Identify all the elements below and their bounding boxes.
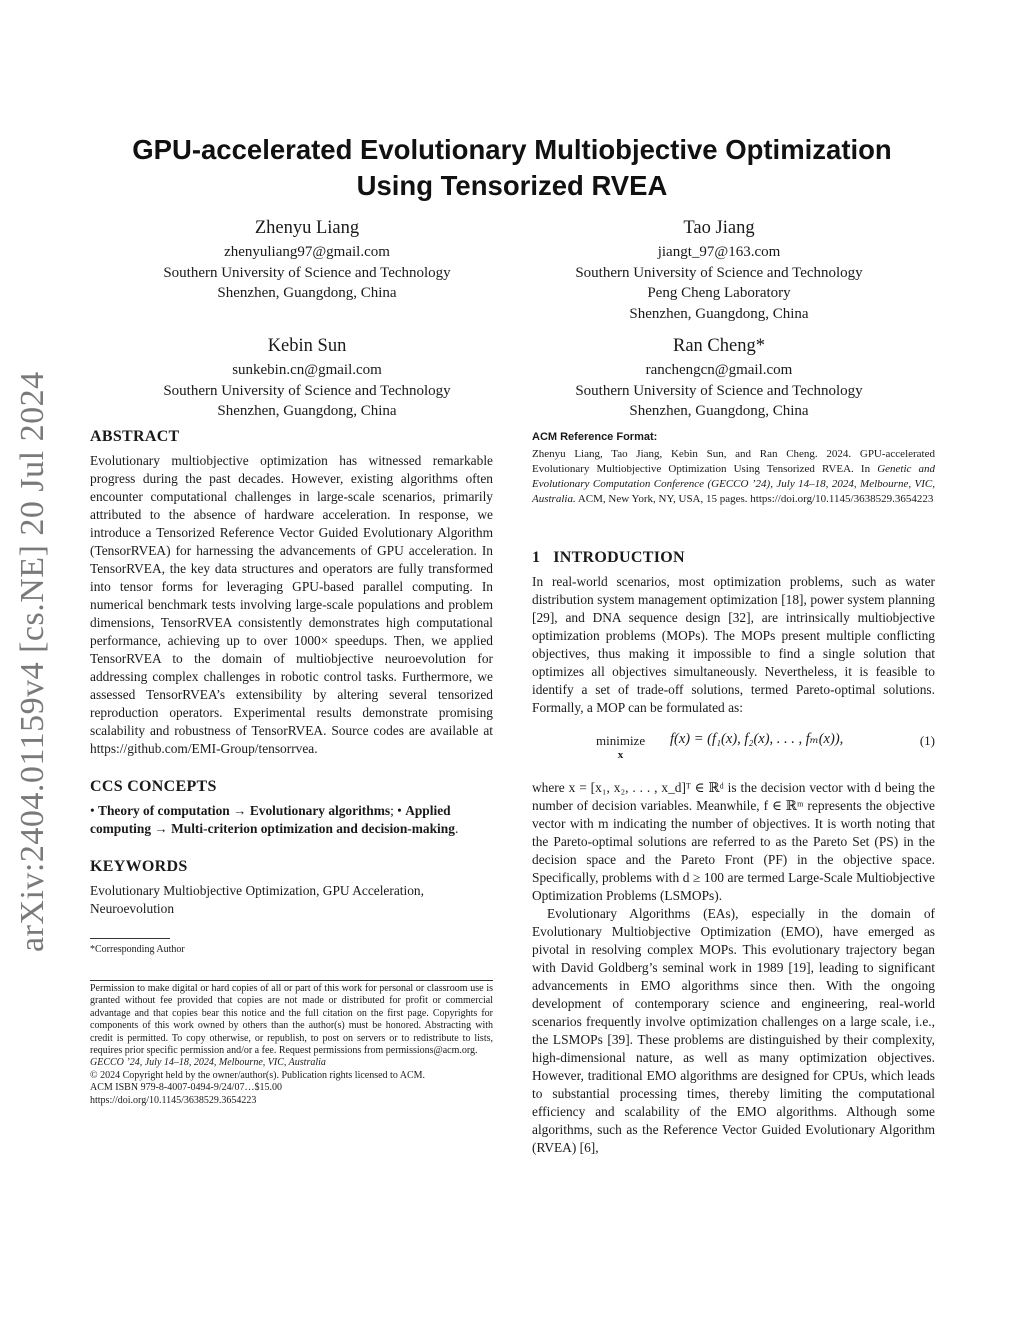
- equation-operator: minimize x: [596, 733, 646, 761]
- keywords-heading: KEYWORDS: [90, 858, 188, 875]
- intro-paragraph-2: where x = [x₁, x₂, . . . , x_d]ᵀ ∈ ℝᵈ is the decision vector with d being the number of decision variables. Meanwhile, f ∈ ℝᵐ represents the objective vector with m indicating the number of objectives. It is worth noting that the Pareto-optimal solutions are referred to as the Pareto Set (PS) in the decision space and the Pareto Front (PF) in the objective space. Specifically, problems with d ≥ 100 are termed Large-Scale Multiobjective Optimization Problems (LSMOPs).: [532, 780, 935, 903]
- keywords-text: Evolutionary Multiobjective Optimization, GPU Acceleration, Neuroevolution: [90, 883, 424, 916]
- author-location: Shenzhen, Guangdong, China: [217, 403, 397, 419]
- author-affiliation: Southern University of Science and Technology: [163, 382, 451, 399]
- isbn: ACM ISBN 979-8-4007-0494-9/24/07…$15.00: [90, 1082, 282, 1094]
- author-block-1: [87, 216, 527, 304]
- arxiv-identifier: arXiv:2404.01159v4 [cs.NE] 20 Jul 2024: [14, 371, 51, 952]
- ccs-heading: CCS CONCEPTS: [90, 778, 217, 795]
- abstract-text: Evolutionary multiobjective optimization has witnessed remarkable progress during the past decades. However, existing algorithms often encounter computational challenges in large-scale scenarios, primarily attributed to the absence of hardware acceleration. In response, we introduce a Tensorized Reference Vector Guided Evolutionary Algorithm (TensorRVEA) for harnessing the advancements of GPU acceleration. In TensorRVEA, the key data structures and operators are fully transformed into tensor forms for leveraging GPU-based parallel computing. In numerical benchmark tests involving large-scale populations and problem dimensions, TensorRVEA consistently demonstrates high computational performance, achieving up to over 1000× speedups. Then, we applied TensorRVEA to the domain of multiobjective neuroevolution for addressing complex challenges in robotic control tasks. Furthermore, we assessed TensorRVEA’s extensibility by altering several tensorized reproduction operators. Experimental results demonstrate promising scalability and robustness of TensorRVEA. Source codes are available at https://github.com/EMI-Group/tensorrvea.: [90, 453, 493, 756]
- ccs-term: Theory of computation: [98, 803, 230, 818]
- introduction-heading: 1 INTRODUCTION: [532, 549, 685, 566]
- author-email: jiangt_97@163.com: [657, 244, 781, 260]
- author-email: sunkebin.cn@gmail.com: [232, 362, 382, 378]
- author-block-4: [499, 334, 939, 422]
- left-column: [90, 428, 493, 1107]
- author-name: Tao Jiang: [683, 218, 755, 238]
- author-name: Kebin Sun: [267, 336, 347, 356]
- paper-title: [90, 132, 934, 204]
- title-line-1: GPU-accelerated Evolutionary Multiobjective Optimization: [132, 134, 892, 165]
- ccs-concepts: • Theory of computation → Evolutionary algorithms; • Applied computing → Multi-criterion optimization and decision-making.: [90, 803, 459, 836]
- footnote-rule: [90, 938, 170, 939]
- author-location: Shenzhen, Guangdong, China: [629, 305, 809, 322]
- right-column: [532, 431, 935, 1157]
- abstract-heading: ABSTRACT: [90, 428, 180, 445]
- author-location: Shenzhen, Guangdong, China: [217, 285, 397, 301]
- author-email: ranchengcn@gmail.com: [645, 362, 793, 378]
- author-name: Zhenyu Liang: [254, 218, 360, 238]
- permission-block: [90, 983, 493, 1107]
- author-name: Ran Cheng*: [673, 336, 765, 356]
- ccs-term: Applied computing: [90, 803, 451, 836]
- permission-text: Permission to make digital or hard copies of all or part of this work for personal or classroom use is granted without fee provided that copies are not made or distributed for profit or commercial advantage and that copies bear this notice and the full citation on the first page. Copyrights for components of this work owned by others than the author(s) must be honored. Abstracting with credit is permitted. To copy otherwise, or republish, to post on servers or to redistribute to lists, requires prior specific permission and/or a fee. Request permissions from permissions@acm.org.: [90, 983, 493, 1057]
- equation-expression: f(x) = (f₁(x), f₂(x), . . . , fₘ(x)),: [670, 731, 844, 747]
- copyright-notice: © 2024 Copyright held by the owner/author(s). Publication rights licensed to ACM.: [90, 1069, 426, 1081]
- author-block-2: [499, 216, 939, 324]
- title-line-2: Using Tensorized RVEA: [356, 170, 668, 201]
- footnote: *Corresponding Author: [90, 944, 185, 955]
- equation-1: [532, 727, 935, 773]
- intro-paragraph-1: In real-world scenarios, most optimization problems, such as water distribution system management optimization [18], power system planning [29], and DNA sequence design [32], are intrinsically multiobjective optimization problems (MOPs). The MOPs present multiple conflicting objectives, thus making it impossible to find a single solution that optimizes all objectives simultaneously. Nevertheless, it is feasible to identify a set of trade-off solutions, termed Pareto-optimal solutions. Formally, a MOP can be formulated as:: [532, 574, 935, 715]
- author-affiliation: Southern University of Science and Technology: [163, 264, 451, 281]
- permission-rule: [90, 980, 493, 981]
- author-affiliation: Southern University of Science and Technology: [575, 382, 863, 399]
- ccs-term: Multi-criterion optimization and decision-making: [171, 821, 455, 836]
- ccs-term: Evolutionary algorithms: [249, 803, 391, 818]
- author-location: Shenzhen, Guangdong, China: [629, 403, 809, 419]
- doi-link[interactable]: https://doi.org/10.1145/3638529.3654223: [90, 1094, 257, 1106]
- intro-paragraph-3: Evolutionary Algorithms (EAs), especially in the domain of Evolutionary Multiobjective Optimization (EMO), have emerged as pivotal in resolving complex MOPs. This evolutionary trajectory began with David Goldberg’s seminal work in 1989 [19], leading to significant advancements in EMO algorithms since then. With the ongoing development of contemporary science and engineering, real-world scenarios frequently involve optimization challenges on a large scale, i.e., the LSMOPs [39]. These problems are distinguished by their complexity, high-dimensional nature, as well as many optimization objectives. However, traditional EMO algorithms are designed for CPUs, which leads to substantial processing times, thereby limiting the computational efficiency and scalability of the EMO algorithms. Although some algorithms, such as the Reference Vector Guided Evolutionary Algorithm (RVEA) [6],: [532, 906, 935, 1155]
- equation-subscript: x: [617, 749, 624, 761]
- equation-number: (1): [919, 733, 935, 748]
- author-affiliation: Peng Cheng Laboratory: [647, 285, 791, 301]
- author-email: zhenyuliang97@gmail.com: [224, 244, 390, 260]
- acm-reference-text: Zhenyu Liang, Tao Jiang, Kebin Sun, and Ran Cheng. 2024. GPU-accelerated Evolutionary Multiobjective Optimization Using Tensorized RVEA. In Genetic and Evolutionary Computation Conference (GECCO ’24), July 14–18, 2024, Melbourne, VIC, Australia. ACM, New York, NY, USA, 15 pages. https://doi.org/10.1145/3638529.3654223: [532, 448, 936, 505]
- author-affiliation: Southern University of Science and Technology: [575, 264, 863, 281]
- author-block-3: [87, 334, 527, 422]
- conference-info: GECCO ’24, July 14–18, 2024, Melbourne, VIC, Australia: [90, 1057, 326, 1069]
- venue: Genetic and Evolutionary Computation Conference (GECCO ’24), July 14–18, 2024, Melbourne, VIC, Australia.: [532, 463, 936, 505]
- acm-reference-heading: ACM Reference Format:: [532, 431, 658, 443]
